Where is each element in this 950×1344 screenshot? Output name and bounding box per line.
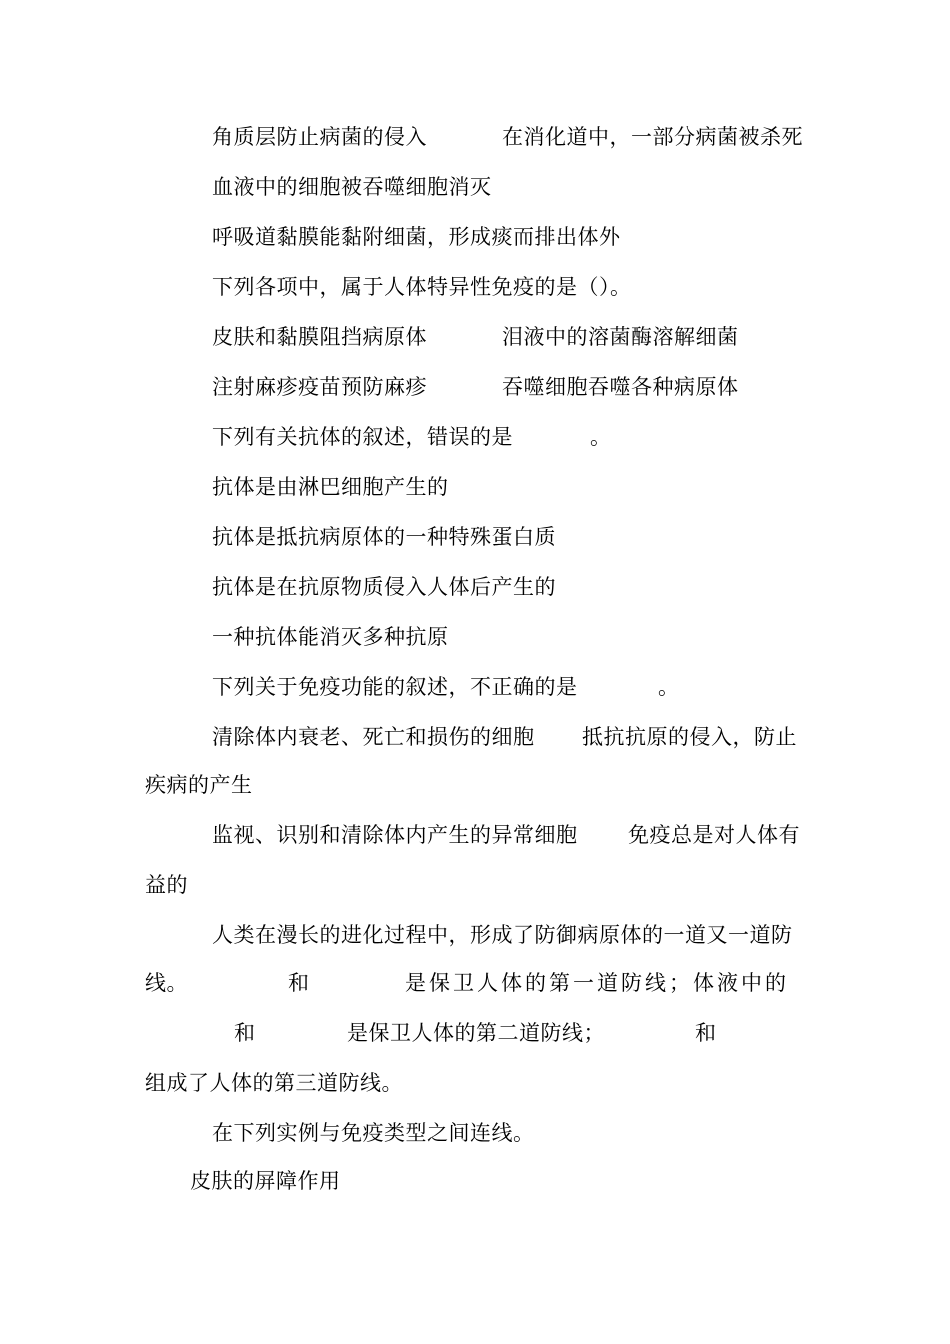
fill-in-text: 和 [288, 971, 310, 995]
option-text: 角质层防止病菌的侵入 [212, 125, 427, 149]
question-end-mark: 。 [590, 425, 612, 449]
question-text: 下列关于免疫功能的叙述，不正确的是 [212, 675, 578, 699]
option-text: 抗体是由淋巴细胞产生的 [212, 475, 449, 499]
question-end-mark: 。 [658, 675, 680, 699]
option-text: 皮肤和黏膜阻挡病原体 [212, 325, 427, 349]
fill-in-text: 是保卫人体的第一道防线；体液中的 [405, 971, 789, 995]
option-text: 清除体内衰老、死亡和损伤的细胞 [212, 725, 535, 749]
option-text: 吞噬细胞吞噬各种病原体 [502, 375, 739, 399]
option-text: 在消化道中，一部分病菌被杀死 [502, 125, 803, 149]
option-text: 血液中的细胞被吞噬细胞消灭 [212, 175, 492, 199]
fill-in-text: 和 [695, 1021, 717, 1045]
question-text: 下列有关抗体的叙述，错误的是 [212, 425, 513, 449]
fill-in-text: 是保卫人体的第二道防线； [347, 1021, 605, 1045]
option-text-continued: 益的 [145, 873, 188, 897]
option-text: 抗体是抵抗病原体的一种特殊蛋白质 [212, 525, 556, 549]
option-text: 免疫总是对人体有 [628, 823, 800, 847]
fill-in-text: 组成了人体的第三道防线。 [145, 1071, 403, 1095]
question-text: 在下列实例与免疫类型之间连线。 [212, 1121, 535, 1145]
question-text: 下列各项中，属于人体特异性免疫的是（）。 [212, 275, 632, 299]
option-text: 抗体是在抗原物质侵入人体后产生的 [212, 575, 556, 599]
option-text: 抵抗抗原的侵入，防止 [582, 725, 797, 749]
option-text: 注射麻疹疫苗预防麻疹 [212, 375, 427, 399]
option-text: 一种抗体能消灭多种抗原 [212, 625, 449, 649]
option-text-continued: 疾病的产生 [145, 773, 253, 797]
matching-item: 皮肤的屏障作用 [190, 1169, 341, 1193]
fill-in-text: 线。 [145, 971, 188, 995]
option-text: 监视、识别和清除体内产生的异常细胞 [212, 823, 578, 847]
fill-in-text: 和 [234, 1021, 256, 1045]
fill-in-question: 人类在漫长的进化过程中，形成了防御病原体的一道又一道防 [212, 923, 793, 947]
option-text: 呼吸道黏膜能黏附细菌，形成痰而排出体外 [212, 225, 621, 249]
option-text: 泪液中的溶菌酶溶解细菌 [502, 325, 739, 349]
